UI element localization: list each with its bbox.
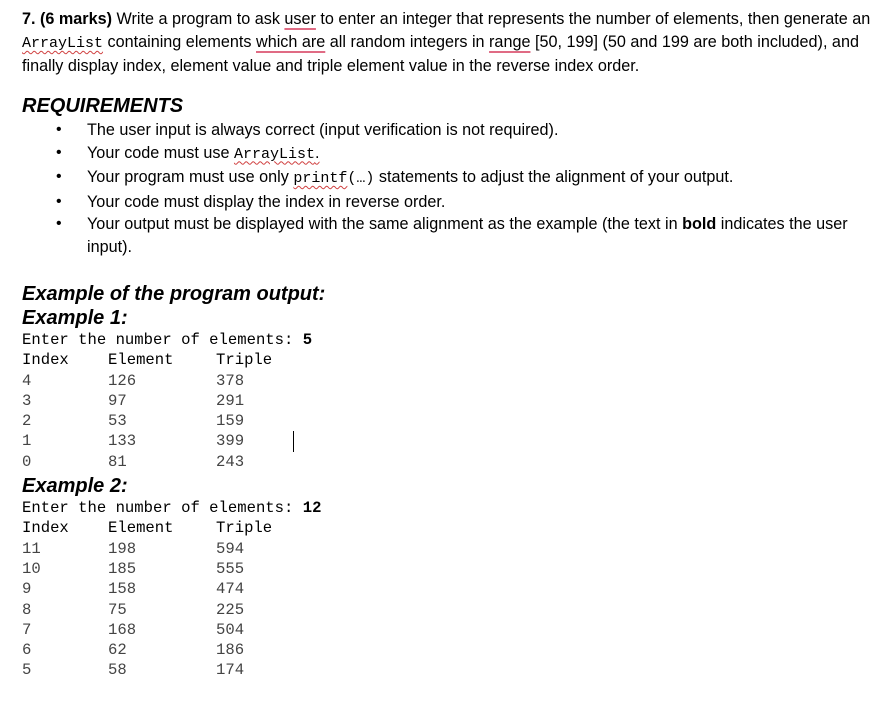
example1-prompt-line [22,330,882,350]
cell-element: 53 [108,412,127,431]
requirement-item [22,191,882,214]
cell-index: 6 [22,641,32,660]
cell-triple: 291 [216,391,245,410]
table-row [22,579,882,599]
header-triple: Triple [216,519,273,538]
question-word-range: range [489,33,531,51]
cell-index: 9 [22,580,32,599]
table-row [22,391,882,411]
cell-index: 7 [22,620,32,639]
cell-triple: 555 [216,559,245,578]
requirements-heading: REQUIREMENTS [22,95,184,117]
cell-triple: 504 [216,620,245,639]
example1-rows [22,371,882,472]
cell-triple: 174 [216,661,245,680]
cell-index: 8 [22,600,32,619]
example2-title: Example 2: [22,475,128,498]
table-row [22,452,882,472]
cell-element: 81 [108,452,127,471]
table-row [22,539,882,559]
cell-element: 198 [108,539,137,558]
requirement-code-printf: printf [293,170,348,187]
requirements-list [22,119,882,258]
requirement-bold-word: bold [682,215,717,233]
example1-title: Example 1: [22,307,128,329]
header-triple: Triple [216,351,273,370]
bullet-icon: • [56,121,62,138]
table-row [22,600,882,620]
cell-triple: 474 [216,580,245,599]
cell-index: 2 [22,412,32,431]
question-text-1: Write a program to ask [111,10,285,28]
table-row [22,640,882,660]
requirement-code-paren: (…) [347,170,375,187]
example2-prompt: Enter the number of elements: [22,499,303,518]
bullet-icon: • [56,192,62,210]
example2-input: 12 [302,499,322,518]
cell-triple: 186 [216,641,245,660]
text-cursor [293,431,294,452]
cell-element: 126 [108,371,137,390]
example1-prompt: Enter the number of elements: [22,331,303,349]
question-text-2: to enter an integer that represents the number of elements, then generate an [315,10,871,28]
bullet-icon: • [56,215,62,232]
table-row [22,620,882,640]
requirement-text: . [315,143,320,162]
table-row [22,411,882,431]
question-text-4: all random integers in [325,33,490,51]
cell-index: 1 [22,432,32,451]
header-index: Index [22,519,69,538]
requirement-item [22,166,882,191]
example2-rows [22,539,882,681]
requirement-text: Your code must use [87,143,234,162]
question-number: 7. (6 marks) [22,10,112,28]
cell-index: 5 [22,661,32,680]
cell-element: 58 [108,661,127,680]
cell-element: 158 [108,580,137,599]
bullet-icon: • [56,168,62,185]
cell-element: 168 [108,620,137,639]
question-code-arraylist: ArrayList [22,35,104,52]
table-row [22,431,882,451]
cell-index: 11 [22,539,41,558]
cell-triple: 243 [216,452,245,471]
example1-input: 5 [302,331,313,349]
example2-prompt-line [22,498,882,518]
requirement-text: Your program must use only [87,168,294,186]
question-text-5: [50, 199] (50 and 199 are both included), and finally display index, element value and triple element value in the reverse index order. [22,33,859,75]
requirement-item [22,213,882,258]
table-row [22,660,882,680]
document-page [22,8,882,681]
requirement-text: Your output must be displayed with the same alignment as the example (the text in [87,215,683,233]
cell-triple: 594 [216,539,245,558]
cell-index: 0 [22,452,32,471]
question-word-which-are: which are [256,33,326,51]
cell-triple: 378 [216,371,245,390]
requirement-item [22,119,882,142]
question-paragraph [22,8,882,78]
cell-index: 4 [22,371,32,390]
table-row [22,371,882,391]
requirement-text: statements to adjust the alignment of your output. [374,168,734,186]
requirement-code-arraylist: ArrayList [233,145,315,163]
cell-triple: 225 [216,600,245,619]
cell-triple: 159 [216,412,245,431]
cell-index: 3 [22,391,32,410]
requirement-text: The user input is always correct (input verification is not required). [87,121,559,139]
requirement-text: Your code must display the index in reverse order. [87,192,446,211]
question-text-3: containing elements [103,33,256,51]
requirement-text: indicates the user input). [87,215,848,256]
cell-index: 10 [22,559,41,578]
example1-header-row [22,350,882,370]
header-element: Element [108,519,174,538]
cell-element: 185 [108,559,137,578]
examples-heading: Example of the program output: [22,283,326,305]
cell-element: 75 [108,600,127,619]
cell-element: 133 [108,432,137,451]
bullet-icon: • [56,143,62,161]
header-index: Index [22,351,69,370]
header-element: Element [108,351,174,370]
requirement-item [22,142,882,167]
cell-element: 62 [108,641,127,660]
cell-triple: 399 [216,432,245,451]
table-row [22,559,882,579]
question-word-user: user [284,10,316,28]
example2-header-row [22,518,882,538]
cell-element: 97 [108,391,127,410]
